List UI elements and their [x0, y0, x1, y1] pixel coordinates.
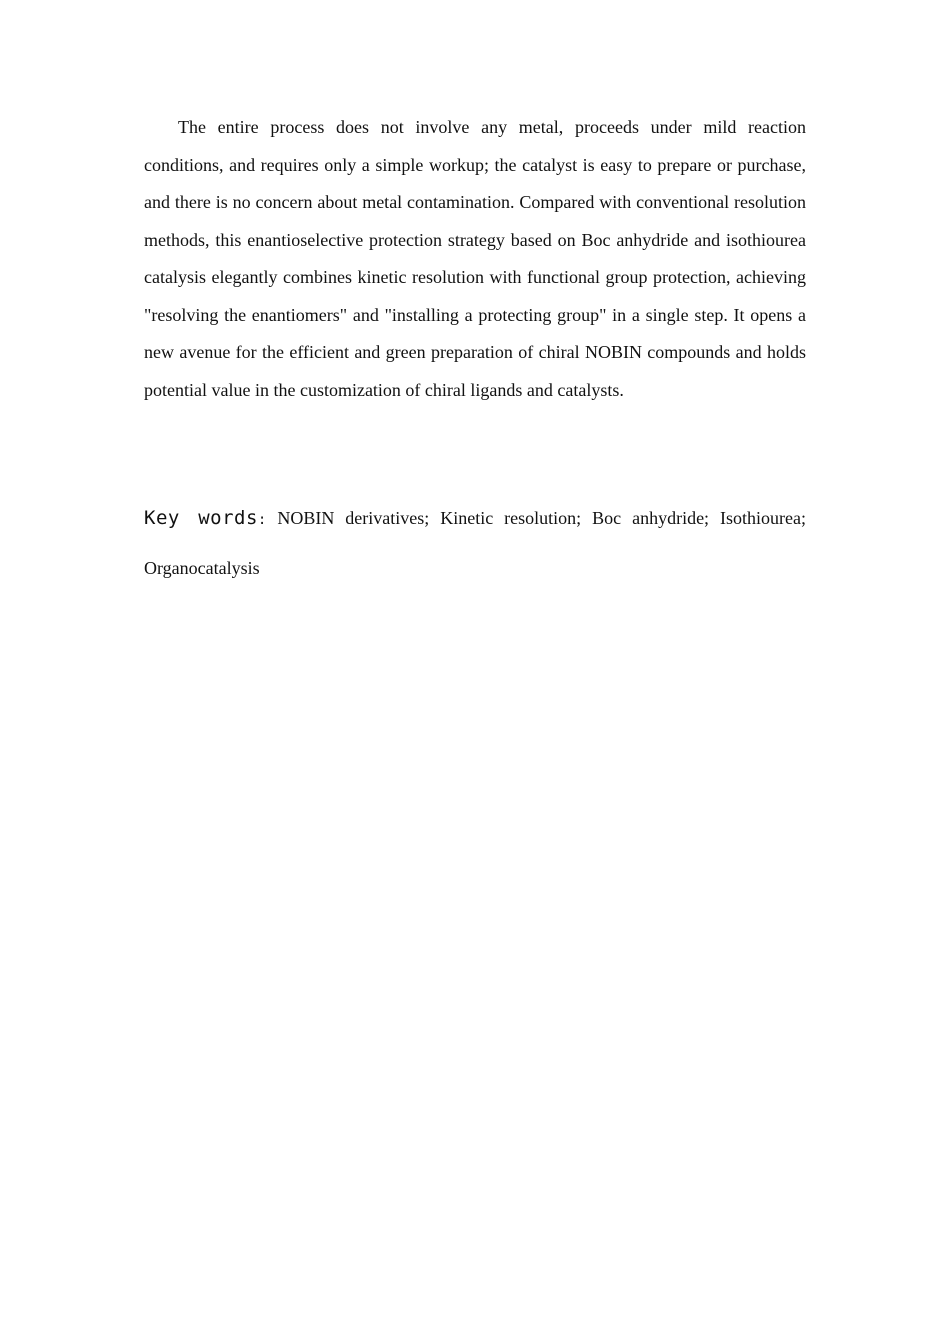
keywords-label: Key words	[144, 507, 258, 529]
keywords-line	[144, 494, 806, 592]
abstract-paragraph: The entire process does not involve any metal, proceeds under mild reaction conditions, and requires only a simple workup; the catalyst is easy to prepare or purchase, and there is no concern about metal contamination. Compared with conventional resolution methods, this enantioselective protection strategy based on Boc anhydride and isothiourea catalysis elegantly combines kinetic resolution with functional group protection, achieving "resolving the enantiomers" and "installing a protecting group" in a single step. It opens a new avenue for the efficient and green preparation of chiral NOBIN compounds and holds potential value in the customization of chiral ligands and catalysts.	[144, 117, 806, 400]
keywords-separator: :	[257, 512, 267, 528]
keywords-list: NOBIN derivatives; Kinetic resolution; Boc anhydride; Isothiourea; Organocatalysis	[144, 508, 807, 578]
